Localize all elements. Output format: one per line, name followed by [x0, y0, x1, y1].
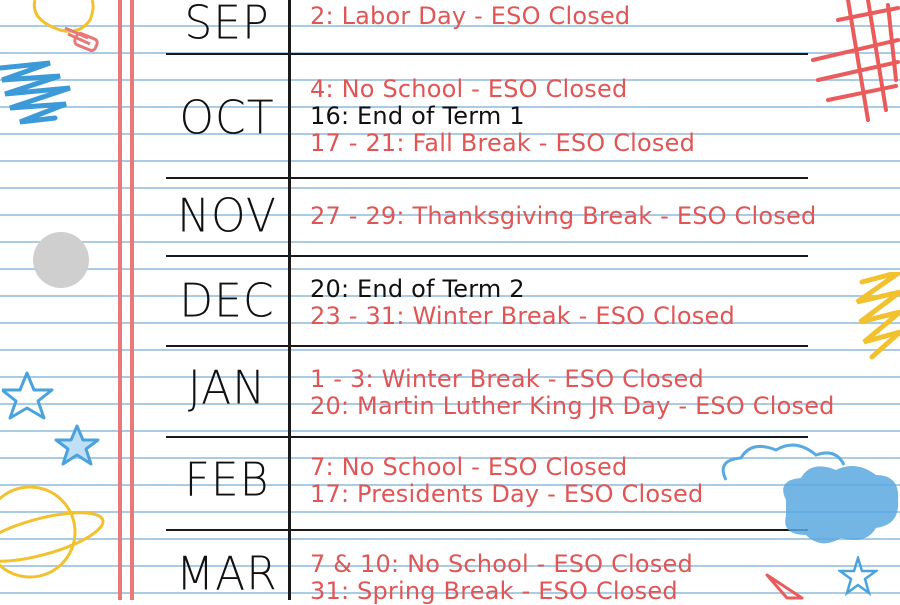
month-label-jan: JAN [187, 361, 267, 416]
event-list-jan [310, 366, 835, 420]
month-label-oct: OCT [179, 91, 275, 146]
red-triangle-doodle [762, 570, 812, 600]
month-label-dec: DEC [179, 274, 275, 329]
margin-line-right [130, 0, 134, 600]
cloud-doodle [716, 440, 900, 560]
event-list-mar [310, 551, 693, 605]
event-item: 16: End of Term 1 [310, 102, 525, 130]
event-item: 23 - 31: Winter Break - ESO Closed [310, 302, 735, 330]
month-label-mar: MAR [176, 547, 278, 602]
month-label-sep: SEP [184, 0, 270, 51]
row-separator [166, 255, 808, 257]
event-item: 17 - 21: Fall Break - ESO Closed [310, 129, 696, 157]
event-item: 4: No School - ESO Closed [310, 75, 628, 103]
planet-doodle [0, 462, 110, 600]
event-item: 20: End of Term 2 [310, 275, 525, 303]
blue-scribble [0, 58, 80, 138]
yellow-scribble [852, 272, 900, 362]
row-separator [166, 529, 808, 531]
lightbulb-doodle [20, 0, 120, 56]
event-list-nov [310, 203, 816, 230]
row-separator [166, 53, 808, 55]
month-label-nov: NOV [177, 189, 277, 244]
event-item: 7 & 10: No School - ESO Closed [310, 550, 693, 578]
event-item: 20: Martin Luther King JR Day - ESO Closed [310, 392, 835, 420]
event-item: 27 - 29: Thanksgiving Break - ESO Closed [310, 202, 817, 230]
margin-line-left [118, 0, 122, 600]
event-item: 1 - 3: Winter Break - ESO Closed [310, 365, 704, 393]
event-list-feb [310, 454, 703, 508]
event-item: 7: No School - ESO Closed [310, 453, 628, 481]
red-crosshatch [808, 0, 900, 130]
small-star-doodle [838, 556, 878, 596]
event-list-dec [310, 276, 735, 330]
event-item: 2: Labor Day - ESO Closed [310, 2, 631, 30]
event-list-oct [310, 76, 695, 157]
event-item: 17: Presidents Day - ESO Closed [310, 480, 704, 508]
month-label-feb: FEB [184, 453, 270, 508]
hole-punch [33, 232, 89, 288]
event-item: 31: Spring Break - ESO Closed [310, 577, 678, 605]
row-separator [166, 436, 808, 438]
event-list-sep [310, 3, 630, 30]
month-divider [288, 0, 291, 600]
row-separator [166, 345, 808, 347]
row-separator [166, 177, 808, 179]
